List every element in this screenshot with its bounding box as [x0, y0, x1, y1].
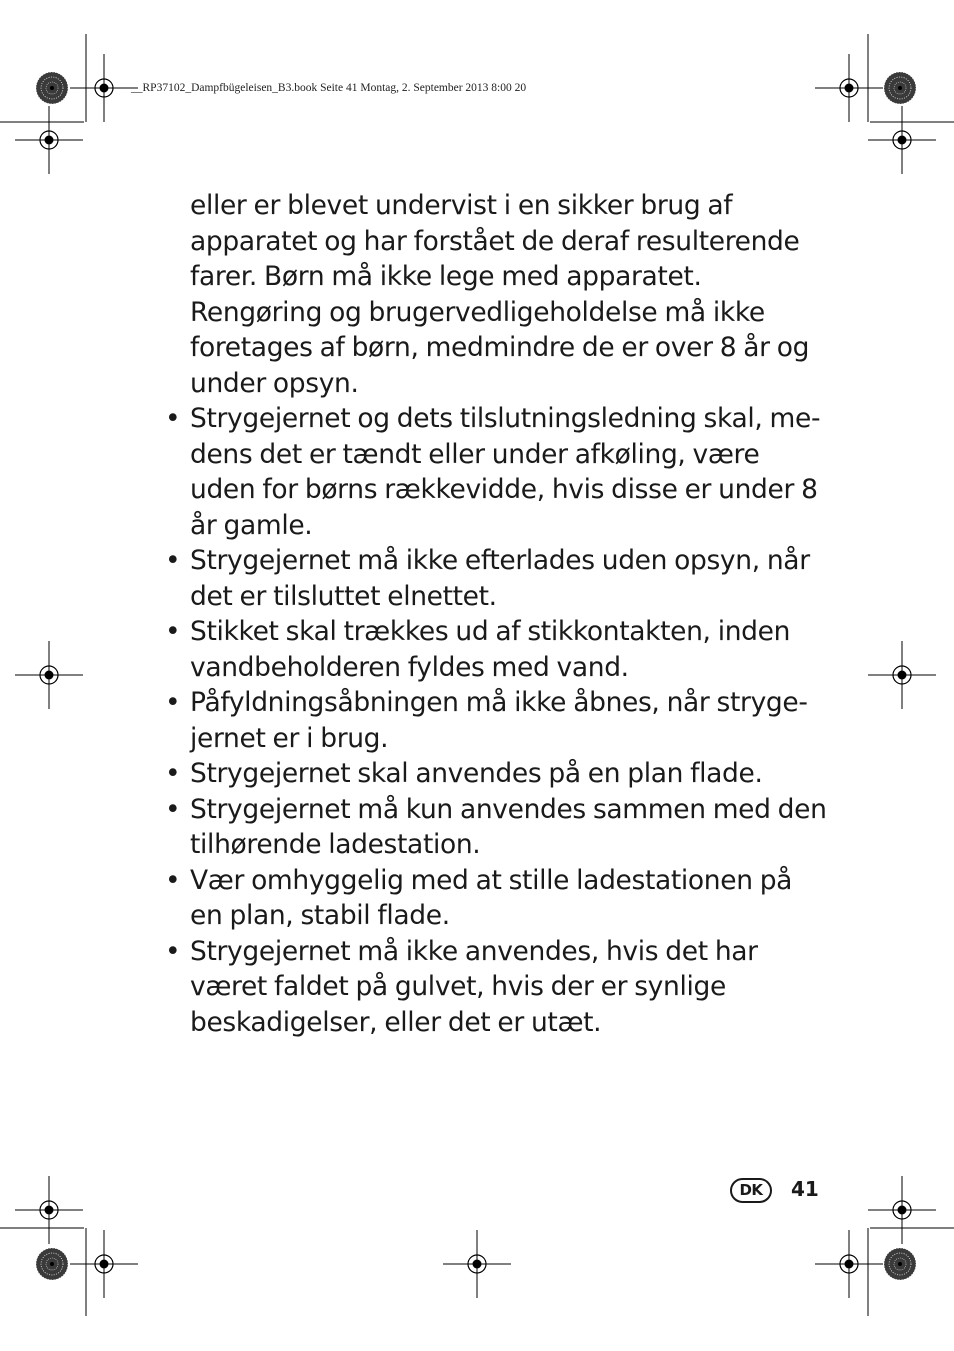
bullet-icon: • — [165, 687, 181, 718]
manual-body — [165, 188, 830, 1040]
list-item — [165, 792, 830, 863]
bullet-icon: • — [165, 793, 181, 825]
intro-paragraph: eller er blevet undervist i en sikker brug af apparatet og har forstået de deraf resulterende farer. Børn må ikke lege med apparatet. Rengøring og brugervedligeholdelse må ikke foretages af børn, medmindre de er over 8 år og under opsyn. — [190, 190, 810, 399]
list-item — [165, 614, 830, 685]
list-item-text: Strygejernet må ikke anvendes, hvis det har været faldet på gulvet, hvis der er synlige beskadigelser, eller det er utæt. — [190, 935, 758, 1038]
list-item — [165, 756, 830, 792]
list-item-text: Strygejernet må ikke efterlades uden opsyn, når det er tilsluttet elnettet. — [190, 545, 810, 612]
list-item-text: Strygejernet og dets tilslutningsledning skal, medens det er tændt eller under afkøling, være uden for børns rækkevidde, hvis disse er under 8 år gamle. — [190, 403, 821, 541]
bullet-icon: • — [165, 616, 181, 647]
list-item-text: Vær omhyggelig med at stille ladestationen på en plan, stabil flade. — [190, 864, 793, 931]
list-item — [165, 401, 830, 543]
list-item-text: Stikket skal trækkes ud af stikkontakten, inden vandbeholderen fyldes med vand. — [190, 616, 791, 683]
list-item — [165, 934, 830, 1041]
list-item — [165, 543, 830, 614]
list-item-text: Strygejernet må kun anvendes sammen med den tilhørende ladestation. — [190, 793, 827, 860]
list-item — [165, 685, 830, 756]
language-badge: DK — [730, 1178, 772, 1203]
print-slug: __RP37102_Dampfbügeleisen_B3.book Seite 41 Montag, 2. September 2013 8:00 20 — [131, 82, 527, 94]
list-item-text: Strygejernet skal anvendes på en plan flade. — [190, 758, 763, 789]
list-item-text: Påfyldningsåbningen må ikke åbnes, når strygejernet er i brug. — [190, 687, 808, 754]
list-item — [165, 863, 830, 934]
safety-bullet-list — [165, 401, 830, 1040]
bullet-icon: • — [165, 758, 181, 789]
bullet-icon: • — [165, 864, 181, 896]
page-number: 41 — [791, 1177, 819, 1201]
bullet-icon: • — [165, 935, 181, 967]
bullet-icon: • — [165, 403, 181, 434]
bullet-icon: • — [165, 545, 181, 576]
